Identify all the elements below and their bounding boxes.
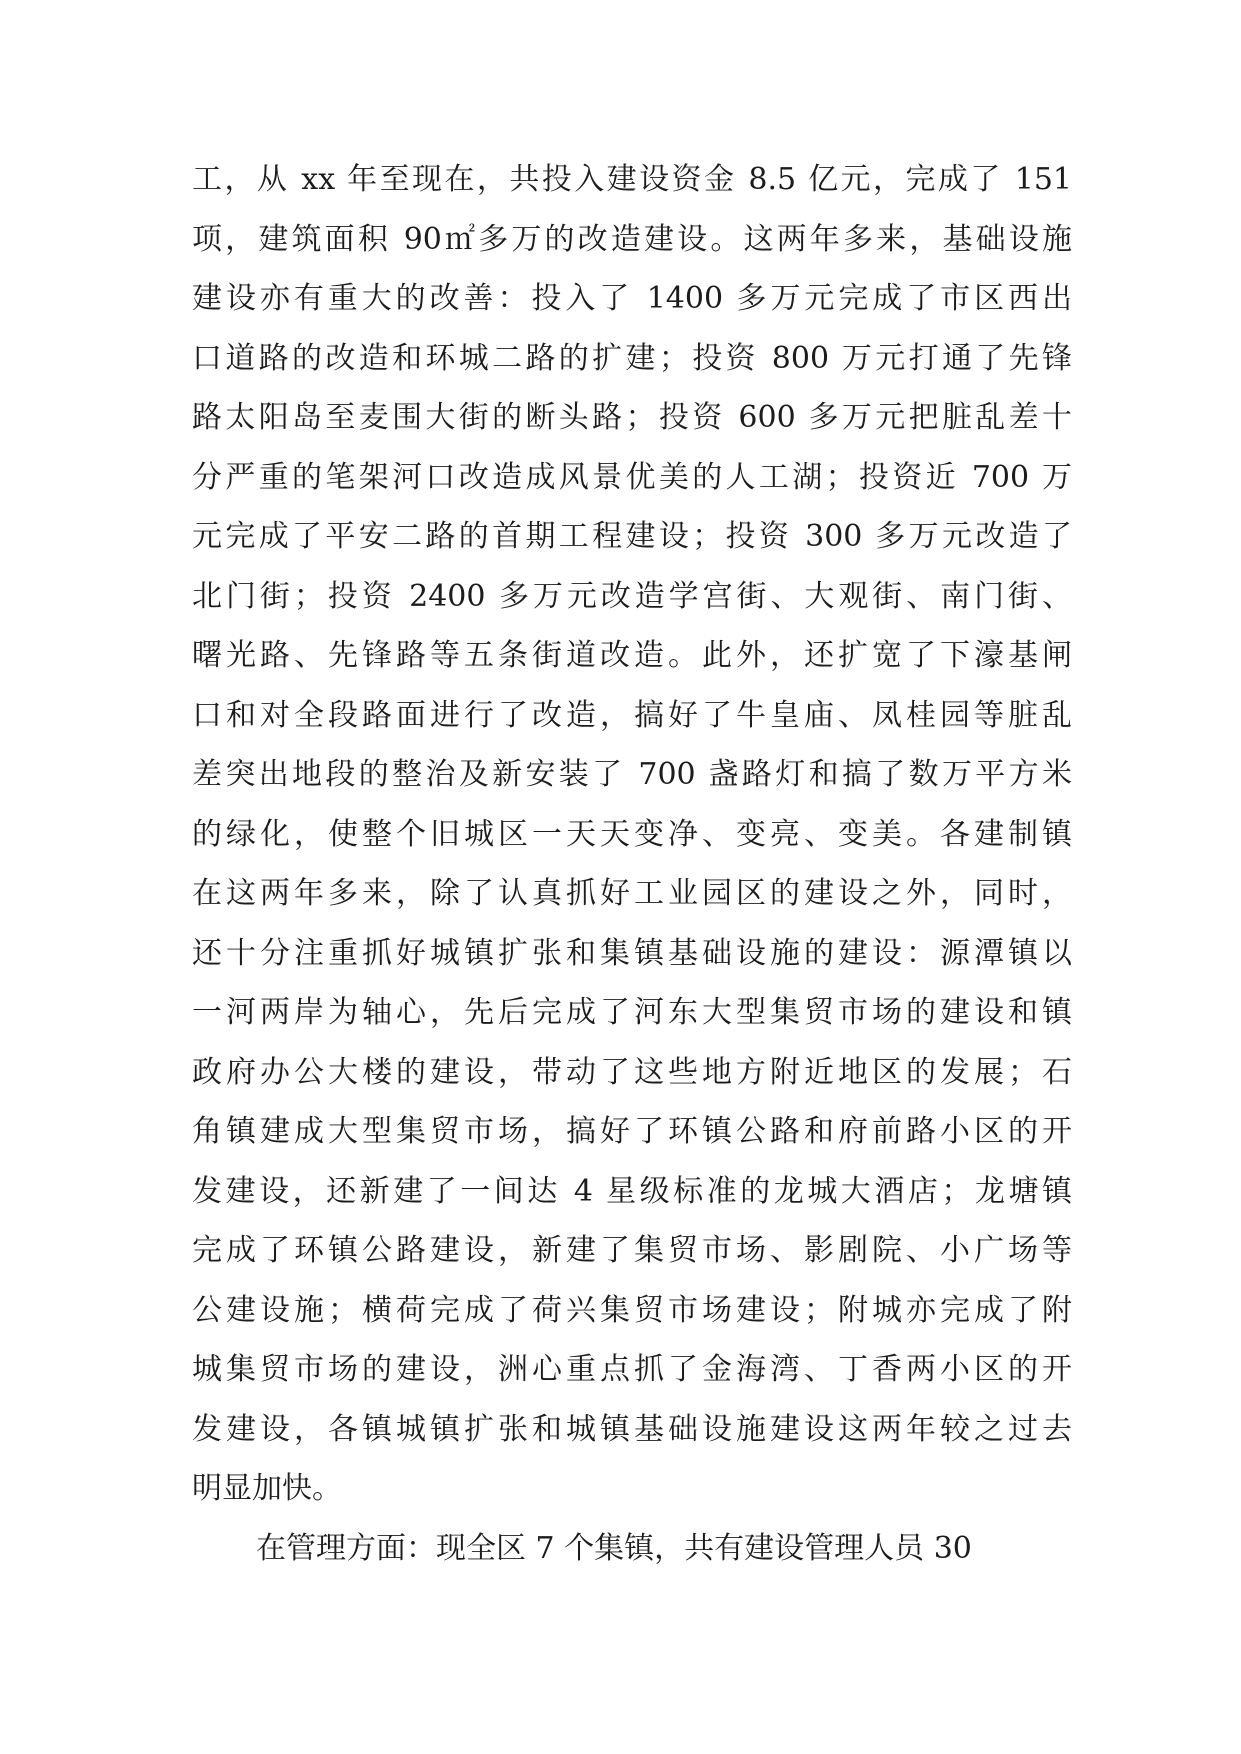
- text-line: 发建设，各镇城镇扩张和城镇基础设施建设这两年较之过去: [192, 1411, 1072, 1447]
- text-line: 公建设施；横荷完成了荷兴集贸市场建设；附城亦完成了附: [192, 1292, 1072, 1328]
- text-line: 的绿化，使整个旧城区一天天变净、变亮、变美。各建制镇: [192, 816, 1072, 852]
- text-line: 还十分注重抓好城镇扩张和集镇基础设施的建设：源潭镇以: [192, 935, 1072, 971]
- text-line: 口和对全段路面进行了改造，搞好了牛皇庙、凤桂园等脏乱: [192, 697, 1072, 733]
- text-line: 分严重的笔架河口改造成风景优美的人工湖；投资近 700 万: [192, 459, 1072, 495]
- paragraph: [192, 150, 1072, 1519]
- paragraph: [192, 1519, 1072, 1579]
- text-line: 元完成了平安二路的首期工程建设；投资 300 多万元改造了: [192, 519, 1072, 554]
- text-line: 发建设，还新建了一间达 4 星级标准的龙城大酒店；龙塘镇: [192, 1173, 1072, 1209]
- text-line: 工，从 xx 年至现在，共投入建设资金 8.5 亿元，完成了 151: [192, 162, 1072, 197]
- text-line: 角镇建成大型集贸市场，搞好了环镇公路和府前路小区的开: [192, 1114, 1072, 1149]
- text-line: 在管理方面：现全区 7 个集镇，共有建设管理人员 30: [256, 1530, 972, 1566]
- text-line: 城集贸市场的建设，洲心重点抓了金海湾、丁香两小区的开: [192, 1352, 1072, 1387]
- text-line: 项，建筑面积 90㎡多万的改造建设。这两年多来，基础设施: [192, 221, 1072, 257]
- text-line: 曙光路、先锋路等五条街道改造。此外，还扩宽了下濠基闸: [192, 638, 1072, 673]
- text-line: 一河两岸为轴心，先后完成了河东大型集贸市场的建设和镇: [192, 995, 1072, 1030]
- text-line: 政府办公大楼的建设，带动了这些地方附近地区的发展；石: [192, 1054, 1072, 1090]
- text-line: 口道路的改造和环城二路的扩建；投资 800 万元打通了先锋: [192, 340, 1072, 376]
- text-line: 在这两年多来，除了认真抓好工业园区的建设之外，同时，: [192, 876, 1072, 911]
- text-line: 建设亦有重大的改善：投入了 1400 多万元完成了市区西出: [192, 281, 1072, 316]
- text-line: 差突出地段的整治及新安装了 700 盏路灯和搞了数万平方米: [192, 757, 1072, 792]
- text-line: 北门街；投资 2400 多万元改造学宫街、大观街、南门街、: [192, 578, 1072, 614]
- text-line: 路太阳岛至麦围大街的断头路；投资 600 多万元把脏乱差十: [192, 400, 1072, 435]
- text-line: 明显加快。: [192, 1471, 342, 1506]
- body-text: [192, 150, 1072, 1578]
- text-line: 完成了环镇公路建设，新建了集贸市场、影剧院、小广场等: [192, 1233, 1072, 1268]
